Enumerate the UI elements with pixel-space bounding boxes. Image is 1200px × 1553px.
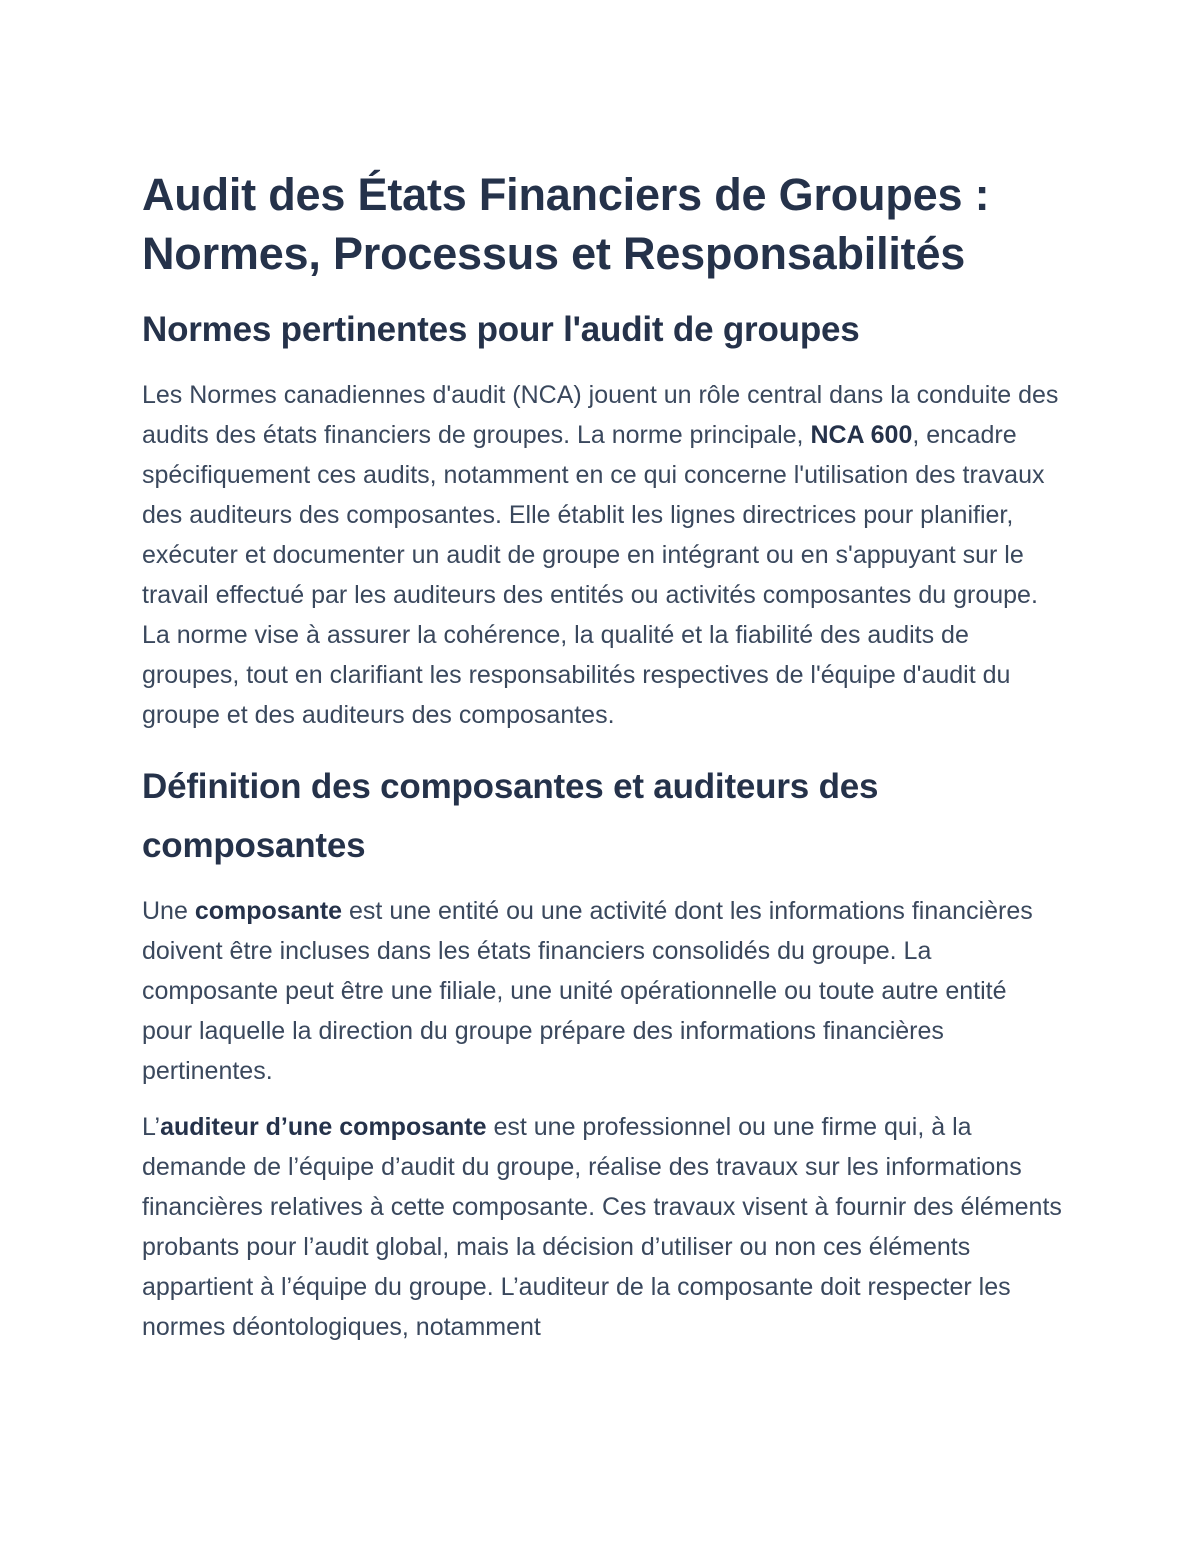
auditor-text-end: est une professionnel ou une firme qui, à la demande de l’équipe d’audit du groupe, réalise des travaux sur les informations financières relatives à cette composante. Ces travaux visent à fournir des éléments probants pour l’audit global, mais la décision d’utiliser ou non ces éléments appartient à l’équipe du groupe. L’auditeur de la composante doit respecter les normes déontologiques, notamment xyxy=(142,1113,1062,1341)
document-page xyxy=(142,165,1062,1347)
component-term-bold: composante xyxy=(194,897,343,925)
document-title: Audit des États Financiers de Groupes : Normes, Processus et Responsabilités xyxy=(142,169,990,279)
component-text-start: Une xyxy=(142,897,195,925)
standards-text-end: , encadre spécifiquement ces audits, notamment en ce qui concerne l'utilisation des travaux des auditeurs des composantes. Elle établit les lignes directrices pour planifier, exécuter et documenter un audit de groupe en intégrant ou en s'appuyant sur le travail effectué par les auditeurs des entités ou activités composantes du groupe. La norme vise à assurer la cohérence, la qualité et la fiabilité des audits de groupes, tout en clarifiant les responsabilités respectives de l'équipe d'audit du groupe et des auditeurs des composantes. xyxy=(142,421,1045,729)
standard-name-bold: NCA 600 xyxy=(810,421,913,449)
auditor-term-bold: auditeur d’une composante xyxy=(160,1113,487,1141)
standards-paragraph xyxy=(142,375,1062,735)
section-heading-components: Définition des composantes et auditeurs des composantes xyxy=(142,767,879,865)
component-definition-paragraph xyxy=(142,891,1062,1091)
auditor-text-start: L’ xyxy=(142,1113,161,1141)
section-heading-standards: Normes pertinentes pour l'audit de groupes xyxy=(142,310,860,349)
standards-text-start: Les Normes canadiennes d'audit (NCA) jouent un rôle central dans la conduite des audits des états financiers de groupes. La norme principale, xyxy=(142,381,1059,449)
component-auditor-paragraph xyxy=(142,1107,1062,1347)
component-text-end: est une entité ou une activité dont les informations financières doivent être incluses dans les états financiers consolidés du groupe. La composante peut être une filiale, une unité opérationnelle ou toute autre entité pour laquelle la direction du groupe prépare des informations financières pertinentes. xyxy=(142,897,1033,1085)
